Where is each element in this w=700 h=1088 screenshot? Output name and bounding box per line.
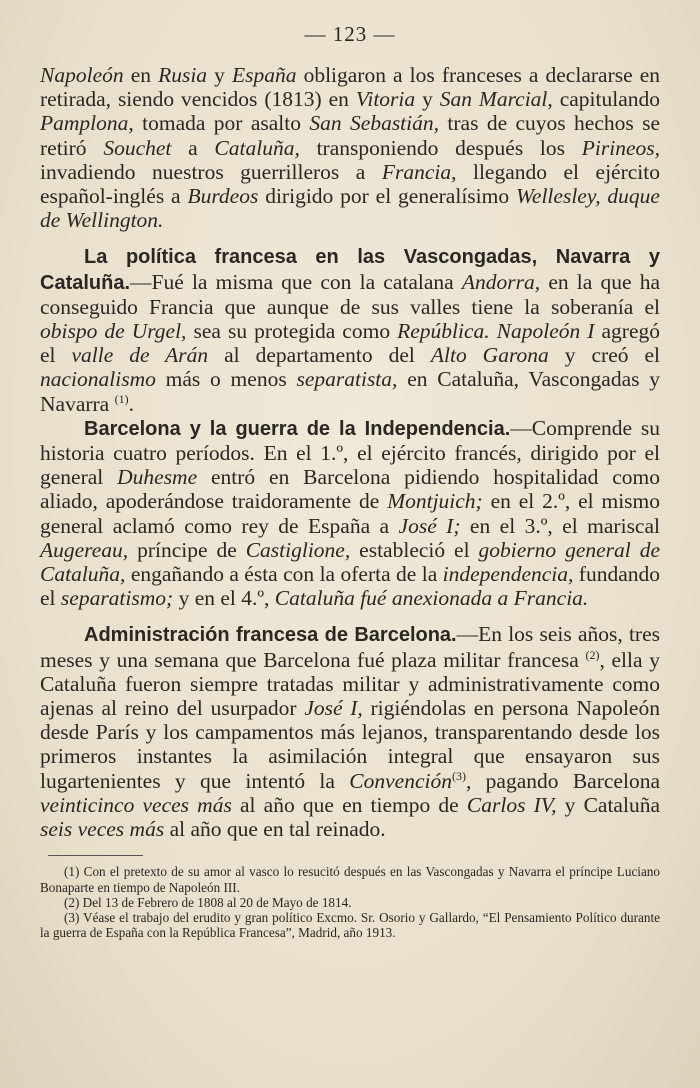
footnote-2: (2) Del 13 de Febrero de 1808 al 20 de Mayo de 1814. — [64, 894, 352, 910]
section-heading-guerra-independencia: Barcelona y la guerra de la Independencia. — [84, 417, 511, 440]
body-text — [40, 63, 660, 841]
section-heading-administracion: Administración francesa de Barcelona. — [84, 624, 457, 647]
page-number: — 123 — — [304, 22, 396, 46]
footnote-3: (3) Véase el trabajo del erudito y gran político Excmo. Sr. Osorio y Gallardo, “El Pensamiento Político durante la guerra de España con la República Francesa”, Madrid, año 1913. — [40, 909, 660, 941]
footnote-ref-1: (1) — [114, 391, 129, 406]
footnote-ref-3: (3) — [451, 768, 466, 783]
footnote-divider — [48, 855, 143, 856]
footnotes — [40, 864, 660, 940]
paragraph-politica-francesa: La política francesa en las Vascongadas, Navarra y Cataluña.—Fué la misma que con la catalana Andorra, en la que ha conseguido Francia que aunque de sus valles tiene la soberanía el obispo de Urgel, sea su protegida como República. Napoleón I agregó el valle de Arán al departamento del Alto Garona y creó el nacionalismo más o menos separatista, en Cataluña, Vascongadas y Navarra $^{(1)}$. — [40, 246, 661, 416]
paragraph-napoleon-retreat: Napoleón en Rusia y España obligaron a los franceses a declararse en retirada, siendo vencidos (1813) en Vitoria y San Marcial, capitulando Pamplona, tomada por asalto San Sebastián, tras de cuyos hechos se retiró Souchet a Cataluña, transponiendo después los Pirineos, invadiendo nuestros guerrilleros a Francia, llegando el ejército español-inglés a Burdeos dirigido por el generalísimo Wellesley, duque de Wellington. — [40, 63, 661, 233]
footnote-ref-2: (2) — [585, 647, 600, 662]
section-heading-politica-francesa: La política francesa en las Vascongadas, Navarra y Cataluña. — [40, 246, 660, 294]
paragraph-administracion-francesa: Administración francesa de Barcelona.—En los seis años, tres meses y una semana que Barcelona fué plaza militar francesa $^{(2)}$, ella y Cataluña fueron siempre tratadas militar y administrativamente como ajenas al reino del usurpador José I, rigiéndolas en persona Napoleón desde París y los campamentos más lejanos, transparentando desde los primeros instantes la asimilación integral que ensayaron sus lugartenientes y que intentó la Convención$^{(3)}$, pagando Barcelona veinticinco veces más al año que en tiempo de Carlos IV, y Cataluña seis veces más al año que en tal reinado. — [40, 622, 660, 842]
footnote-1: (1) Con el pretexto de su amor al vasco lo resucitó después en las Vascongadas y Navarra el príncipe Luciano Bonaparte en tiempo de Napoleón III. — [40, 864, 660, 895]
paragraph-guerra-independencia: Barcelona y la guerra de la Independencia.—Comprende su historia cuatro períodos. En el 1.º, el ejército francés, dirigido por el general Duhesme entró en Barcelona pidiendo hospitalidad como aliado, apoderándose traidoramente de Montjuich; en el 2.º, el mismo general aclamó como rey de España a José I; en el 3.º, el mariscal Augereau, príncipe de Castiglione, estableció el gobierno general de Cataluña, engañando a ésta con la oferta de la independencia, fundando el separatismo; y en el 4.º, Cataluña fué anexionada a Francia. — [40, 415, 661, 611]
